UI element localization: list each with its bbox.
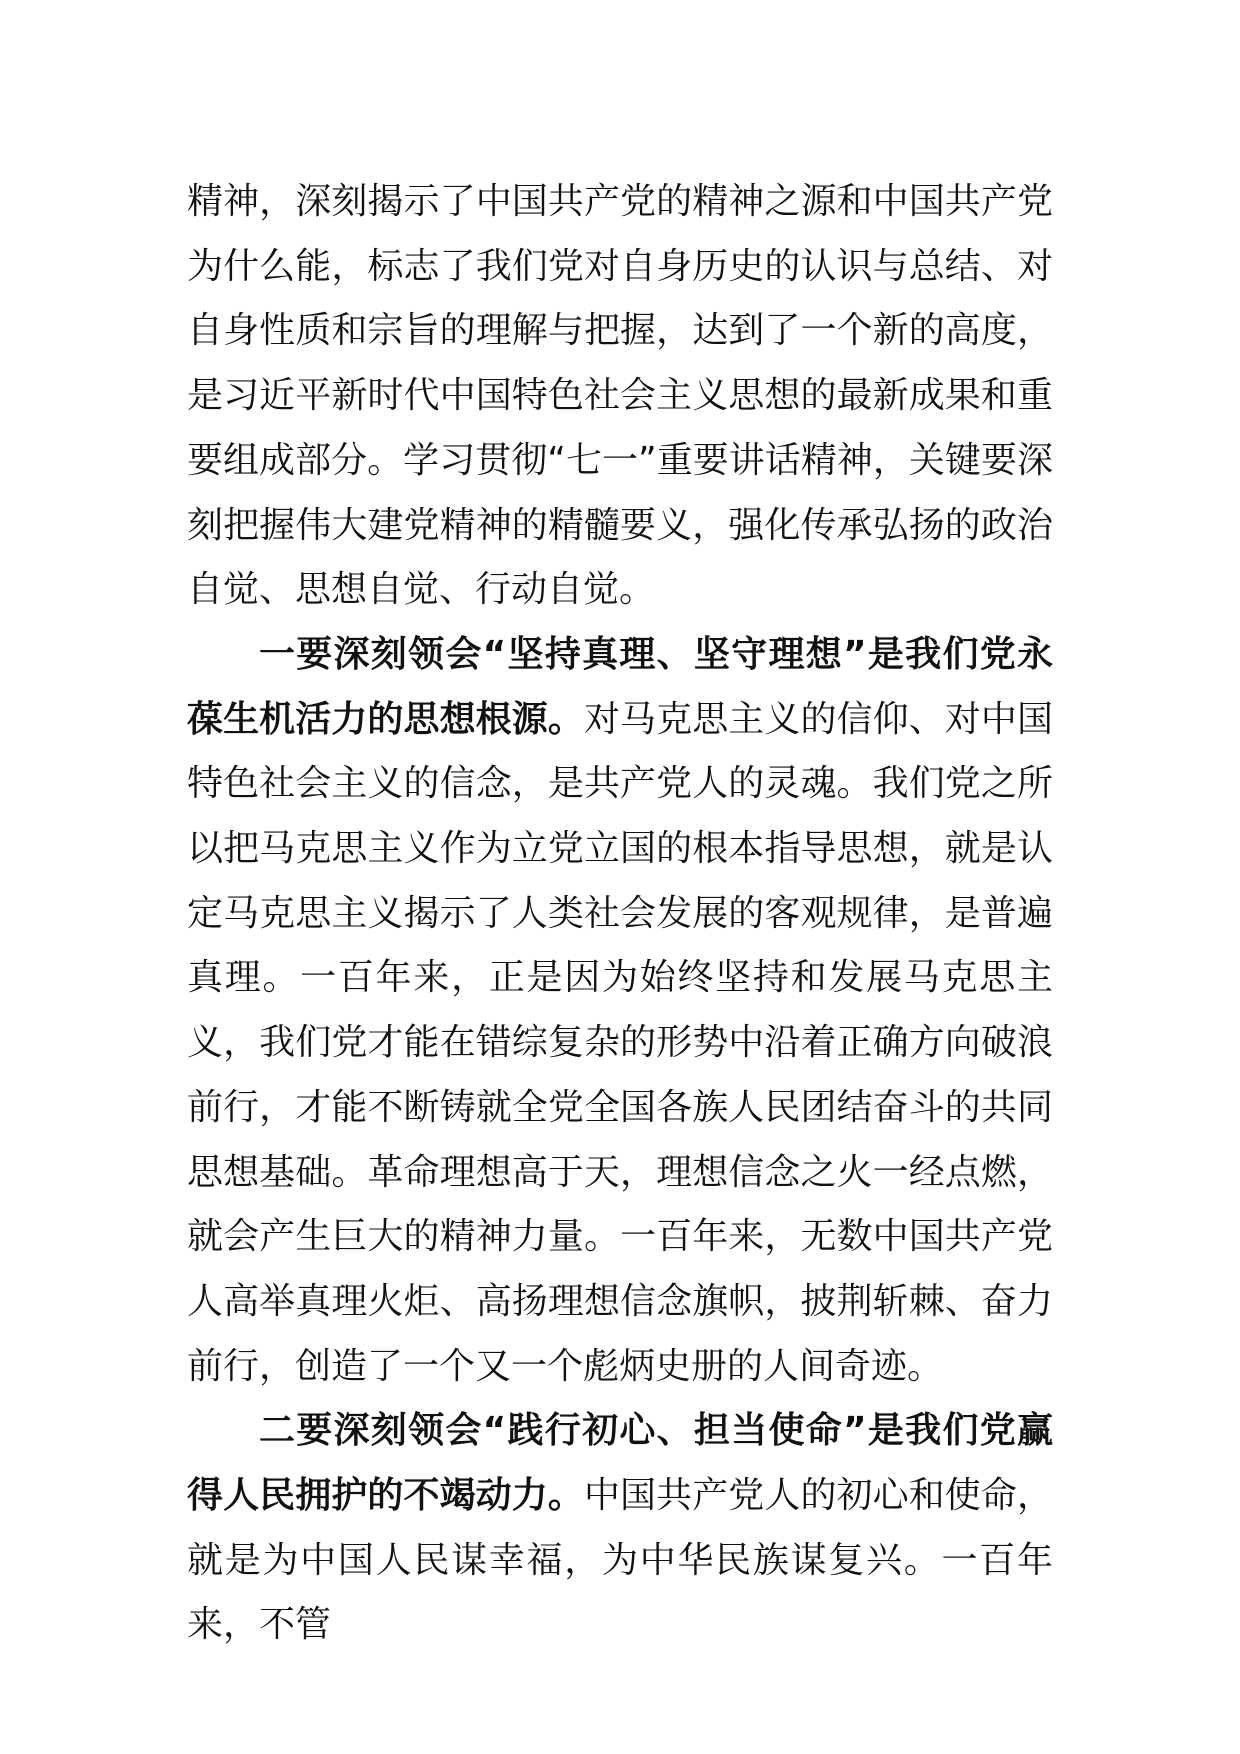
point-two-heading: 二要深刻领会“践行初心、担当使命”是我们党赢得人民拥护的不竭动力。 <box>187 1410 1053 1517</box>
paragraph-point-one <box>187 623 1053 1399</box>
point-one-heading: 一要深刻领会“坚持真理、坚守理想”是我们党永葆生机活力的思想根源。 <box>187 633 1053 740</box>
paragraph-continuation: 精神，深刻揭示了中国共产党的精神之源和中国共产党为什么能，标志了我们党对自身历史的认识与总结、对自身性质和宗旨的理解与把握，达到了一个新的高度，是习近平新时代中国特色社会主义思想的最新成果和重要组成部分。学习贯彻“七一”重要讲话精神，关键要深刻把握伟大建党精神的精髓要义，强化传承弘扬的政治自觉、思想自觉、行动自觉。 <box>187 181 1053 611</box>
point-two-body: 中国共产党人的初心和使命，就是为中国人民谋幸福，为中华民族谋复兴。一百年来，不管 <box>187 1475 1053 1646</box>
point-one-body: 对马克思主义的信仰、对中国特色社会主义的信念，是共产党人的灵魂。我们党之所以把马克思主义作为立党立国的根本指导思想，就是认定马克思主义揭示了人类社会发展的客观规律，是普遍真理。一百年来，正是因为始终坚持和发展马克思主义，我们党才能在错综复杂的形势中沿着正确方向破浪前行，才能不断铸就全党全国各族人民团结奋斗的共同思想基础。革命理想高于天，理想信念之火一经点燃，就会产生巨大的精神力量。一百年来，无数中国共产党人高举真理火炬、高扬理想信念旗帜，披荆斩棘、奋力前行，创造了一个又一个彪炳史册的人间奇迹。 <box>187 698 1053 1387</box>
document-body <box>187 170 1053 1658</box>
paragraph-point-two <box>187 1399 1053 1658</box>
